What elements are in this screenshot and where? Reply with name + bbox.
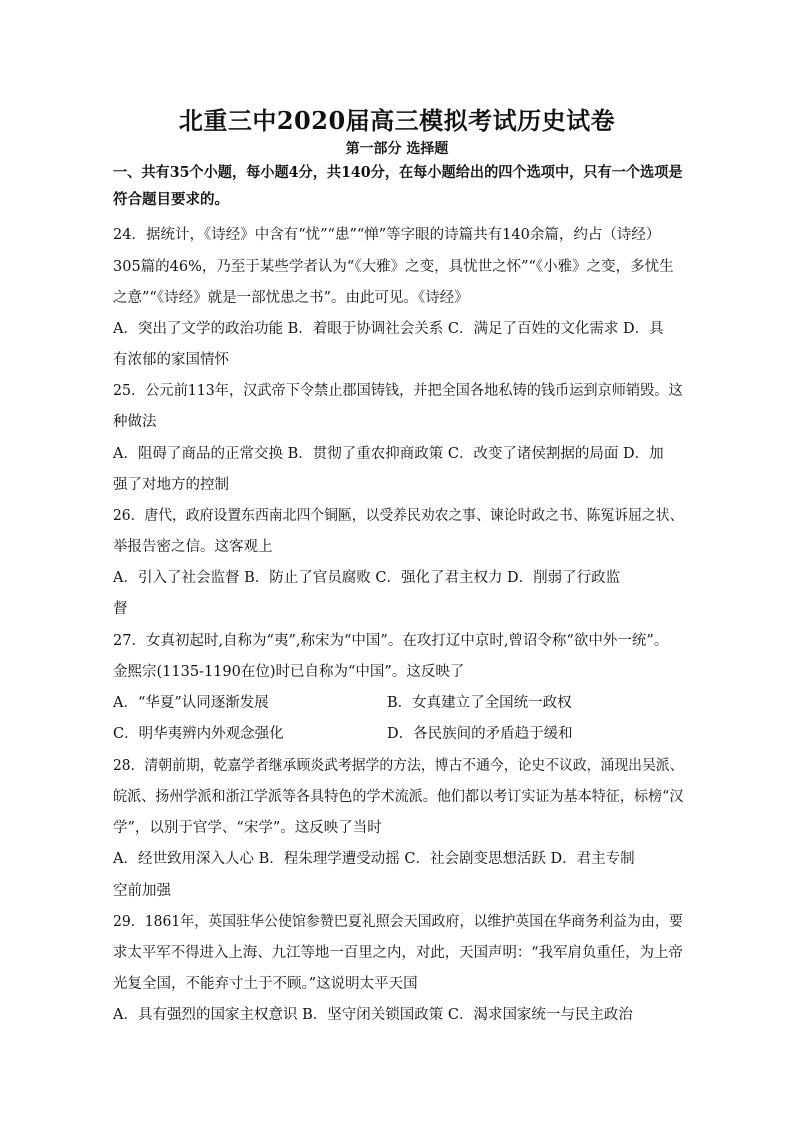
instructions-line-2: 符合题目要求的。: [113, 191, 229, 208]
q25-options-line-2: 强了对地方的控制: [113, 477, 229, 493]
q29-stem-line-2: 求太平军不得进入上海、九江等地一百里之内，对此，天国声明：“我军肩负重任，为上帝: [113, 945, 683, 961]
q29-stem-line-3: 光复全国，不能弃寸土于不顾。”这说明太平天国: [113, 976, 418, 992]
page-title: 北重三中2020届高三模拟考试历史试卷: [178, 106, 616, 135]
q26-options-line-1: A．引入了社会监督 B．防止了官员腐败 C．强化了君主权力 D．削弱了行政监: [113, 570, 621, 586]
q24-stem-line-1: 24．据统计，《诗经》中含有“忧”“患”“惮”等字眼的诗篇共有140余篇，约占（诗经）: [113, 227, 661, 243]
q24-options-line-1: A．突出了文学的政治功能 B．着眼于协调社会关系 C．满足了百姓的文化需求 D．具: [113, 321, 664, 337]
q27-stem-line-2: 金熙宗(1135-1190在位)时已自称为“中国”。这反映了: [113, 664, 465, 680]
q24-stem-line-3: 之意”“《诗经》就是一部忧患之书”。由此可见。《诗经》: [113, 290, 469, 306]
q27-stem-line-1: 27．女真初起时,自称为“夷”,称宋为“中国”。在攻打辽中京时,曾诏令称“欲中外一统”。: [113, 633, 669, 649]
q27-option-b: B．女真建立了全国统一政权: [387, 695, 572, 711]
q28-stem-line-3: 学”，以别于官学、“宋学”。这反映了当时: [113, 820, 382, 836]
q27-option-a: A．“华夏”认同逐渐发展: [113, 695, 269, 711]
q28-stem-line-1: 28．清朝前期，乾嘉学者继承顾炎武考据学的方法，博古不通今，论史不议政，涌现出吴派、: [113, 758, 684, 774]
q28-stem-line-2: 皖派、扬州学派和浙江学派等各具特色的学术流派。他们都以考订实证为基本特征，标榜“汉: [113, 789, 684, 805]
q27-option-d: D．各民族间的矛盾趋于缓和: [387, 726, 573, 742]
q24-stem-line-2: 305篇的46%，乃至于某些学者认为“《大雅》之变，具忧世之怀”“《小雅》之变，多忧生: [113, 259, 674, 275]
q26-options-line-2: 督: [113, 601, 128, 617]
q24-options-line-2: 有浓郁的家国情怀: [113, 352, 229, 368]
q28-options-line-1: A．经世致用深入人心 B．程朱理学遭受动摇 C．社会剧变思想活跃 D．君主专制: [113, 851, 635, 867]
q25-stem-line-1: 25．公元前113年，汉武帝下令禁止郡国铸钱，并把全国各地私铸的钱币运到京师销毁。这: [113, 383, 683, 399]
q29-stem-line-1: 29．1861年，英国驻华公使馆参赞巴夏礼照会天国政府，以维护英国在华商务利益为由，要: [113, 914, 683, 930]
q26-stem-line-1: 26．唐代，政府设置东西南北四个铜匦，以受养民劝农之事、谏论时政之书、陈冤诉屈之状、: [113, 508, 684, 524]
q25-options-line-1: A．阻碍了商品的正常交换 B．贯彻了重农抑商政策 C．改变了诸侯割据的局面 D．加: [113, 446, 664, 462]
q26-stem-line-2: 举报告密之信。这客观上: [113, 539, 273, 555]
q28-options-line-2: 空前加强: [113, 883, 171, 899]
section-heading: 第一部分 选择题: [345, 141, 449, 157]
q29-options-line-1: A．具有强烈的国家主权意识 B．坚守闭关锁国政策 C．渴求国家统一与民主政治: [113, 1007, 633, 1023]
q27-option-c: C．明华夷辨内外观念强化: [113, 726, 284, 742]
instructions-line-1: 一、共有35个小题，每小题4分，共140分，在每小题给出的四个选项中，只有一个选项是: [113, 164, 683, 181]
q25-stem-line-2: 种做法: [113, 414, 157, 430]
